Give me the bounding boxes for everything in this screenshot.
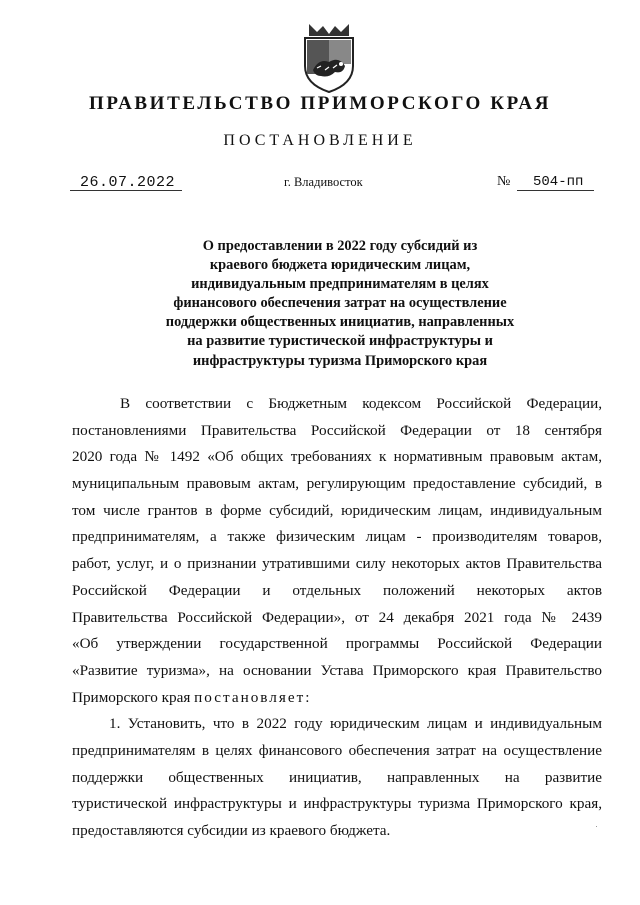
preamble-line: Российской Федерации и отдельных положений некоторых актов: [72, 581, 602, 599]
preamble-last-prefix: Приморского края: [72, 688, 195, 706]
scan-artifact: [596, 826, 597, 827]
subject-line: краевого бюджета юридическим лицам,: [209, 257, 471, 274]
preamble-line: «Об утверждении государственной программы Российской Федерации: [72, 635, 602, 653]
clause-line: предоставляются субсидии из краевого бюджета.: [72, 822, 391, 839]
clause-line: предпринимателям в целях финансового обеспечения затрат на осуществление: [72, 741, 602, 759]
subject-line: О предоставлении в 2022 году субсидий из: [202, 238, 478, 254]
date-underline: [70, 190, 182, 191]
subject-line: инфраструктуры туризма Приморского края: [192, 352, 488, 369]
preamble-line: том числе грантов в форме субсидий, юридическим лицам, индивидуальным: [72, 501, 602, 519]
primorsky-krai-coat-of-arms-icon: [299, 22, 359, 94]
document-subject: [140, 237, 540, 371]
preamble-last-line: [72, 685, 602, 712]
preamble-line: «Развитие туризма», на основании Устава Приморского края Правительство: [72, 661, 602, 679]
preamble-line: постановлениями Правительства Российской Федерации от 18 сентября: [72, 421, 602, 439]
clause-line: 1. Установить, что в 2022 году юридическим лицам и индивидуальным: [109, 715, 602, 733]
subject-line: поддержки общественных инициатив, направленных: [165, 314, 515, 331]
number-underline: [517, 190, 594, 191]
document-type-heading: ПОСТАНОВЛЕНИЕ: [223, 132, 417, 149]
subject-line: финансового обеспечения затрат на осуществление: [173, 295, 507, 312]
resolves-word: постановляет:: [194, 688, 312, 706]
preamble-line: муниципальным правовым актам, регулирующим предоставление субсидий, в: [72, 475, 602, 493]
document-city: г. Владивосток: [284, 175, 363, 189]
preamble-line: Правительства Российской Федерации», от 24 декабря 2021 года № 2439: [72, 608, 602, 626]
subject-line: на развитие туристической инфраструктуры и: [187, 333, 493, 350]
preamble-line: 2020 года № 1492 «Об общих требованиях к нормативным правовым актам,: [72, 448, 602, 466]
clause-line: туристической инфраструктуры и инфраструктуры туризма Приморского края,: [72, 795, 602, 813]
document-body: [72, 391, 602, 845]
preamble-line: В соответствии с Бюджетным кодексом Российской Федерации,: [120, 395, 602, 412]
subject-line: индивидуальным предпринимателям в целях: [191, 276, 489, 293]
clause-line: поддержки общественных инициатив, направленных на развитие: [72, 768, 602, 786]
document-number: 504-пп: [533, 174, 584, 190]
government-title: ПРАВИТЕЛЬСТВО ПРИМОРСКОГО КРАЯ: [88, 93, 552, 114]
number-sign: №: [497, 174, 511, 189]
preamble-line: работ, услуг, и о признании утратившими силу некоторых актов Правительства: [72, 555, 602, 573]
preamble-line: предпринимателям, а также физическим лицам - производителям товаров,: [72, 528, 602, 546]
document-date: 26.07.2022: [80, 174, 176, 191]
